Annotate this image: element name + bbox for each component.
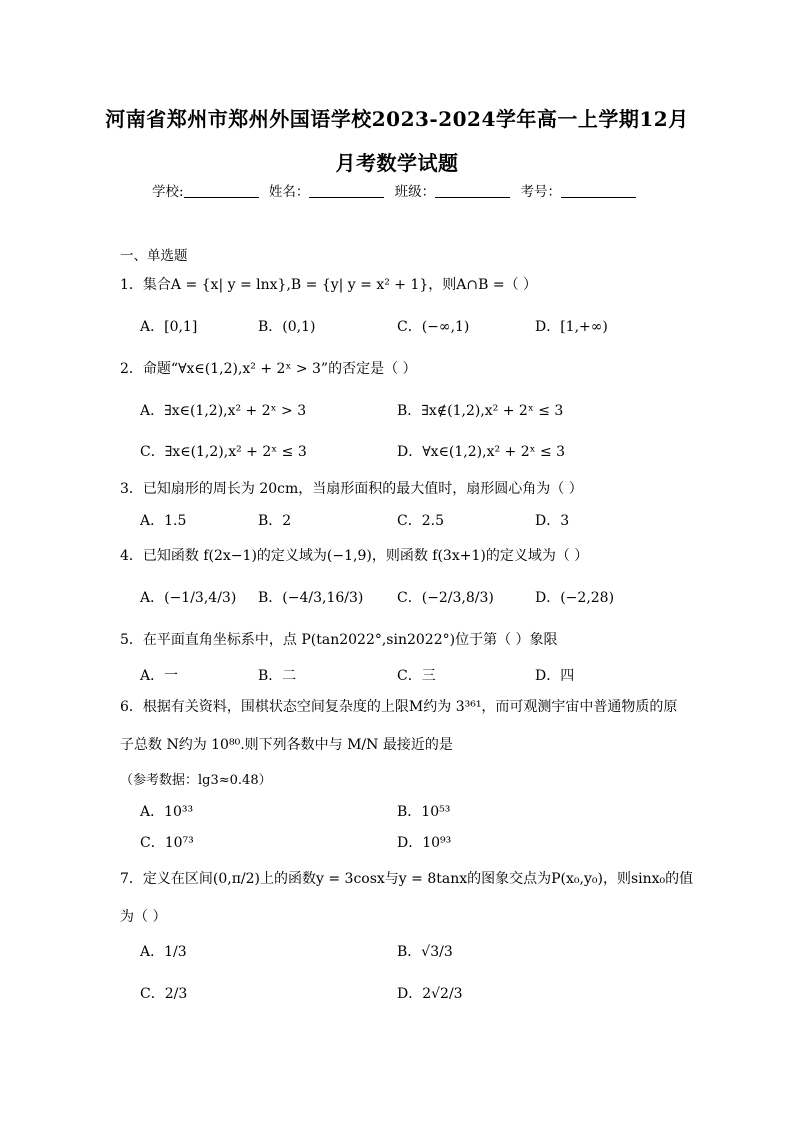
q6-stem-line-2: 子总数 N约为 10⁸⁰.则下列各数中与 M/N 最接近的是 <box>120 737 453 753</box>
q4-option-c: C．(−2/3,8/3) <box>397 590 494 606</box>
q7-stem-line-2: 为（ ） <box>120 909 167 925</box>
q4-option-a: A．(−1/3,4/3) <box>140 590 237 606</box>
q7-option-b: B．√3/3 <box>397 944 453 960</box>
q3-stem: 3．已知扇形的周长为 20cm，当扇形面积的最大值时，扇形圆心角为（ ） <box>120 481 583 497</box>
q3-option-a: A．1.5 <box>140 513 187 529</box>
q2-stem: 2．命题“∀x∈(1,2),x² + 2ˣ > 3”的否定是（ ） <box>120 361 417 377</box>
q4-option-b: B．(−4/3,16/3) <box>258 590 364 606</box>
q7-stem-line-1: 7．定义在区间(0,π/2)上的函数y = 3cosx与y = 8tanx的图象交点为P(x₀,y₀)，则sinx₀的值 <box>120 871 694 887</box>
number-label: 考号： <box>520 184 561 200</box>
q6-option-d: D．10⁹³ <box>397 835 452 851</box>
name-label: 姓名： <box>268 184 310 200</box>
q5-stem: 5．在平面直角坐标系中，点 P(tan2022°,sin2022°)位于第（ ）象限 <box>120 632 558 648</box>
q5-option-d: D．四 <box>535 668 575 684</box>
q3-option-d: D．3 <box>535 513 570 529</box>
q5-option-a: A．一 <box>140 668 179 684</box>
q4-stem: 4．已知函数 f(2x−1)的定义域为(−1,9)，则函数 f(3x+1)的定义域为（ ） <box>120 548 589 564</box>
q1-option-c: C．(−∞,1) <box>397 319 470 335</box>
title-line-2: 月考数学试题 <box>335 151 459 175</box>
title-line-1: 河南省郑州市郑州外国语学校2023-2024学年高一上学期12月 <box>105 107 689 131</box>
q2-option-a: A．∃x∈(1,2),x² + 2ˣ > 3 <box>140 403 307 419</box>
section-heading: 一、单选题 <box>120 248 188 264</box>
q2-option-d: D．∀x∈(1,2),x² + 2ˣ ≤ 3 <box>397 444 566 460</box>
class-field[interactable] <box>435 183 510 198</box>
student-info <box>0 180 794 200</box>
q6-option-c: C．10⁷³ <box>140 835 194 851</box>
q1-option-b: B．(0,1) <box>258 319 316 335</box>
q3-option-b: B．2 <box>258 513 292 529</box>
q5-option-c: C．三 <box>397 668 436 684</box>
q2-option-c: C．∃x∈(1,2),x² + 2ˣ ≤ 3 <box>140 444 307 460</box>
name-field[interactable] <box>309 183 384 198</box>
q7-option-a: A．1/3 <box>140 944 187 960</box>
school-field[interactable] <box>184 183 259 198</box>
q4-option-d: D．(−2,28) <box>535 590 615 606</box>
q1-option-a: A．[0,1] <box>140 319 198 335</box>
q6-stem-line-1: 6．根据有关资料，围棋状态空间复杂度的上限M约为 3³⁶¹，而可观测宇宙中普通物质的原 <box>120 699 678 715</box>
q1-option-d: D．[1,+∞) <box>535 319 608 335</box>
q7-option-d: D．2√2/3 <box>397 986 463 1002</box>
q6-reference-note: （参考数据：lg3≈0.48） <box>120 773 272 788</box>
q1-stem: 1．集合A = {x| y = lnx},B = {y| y = x² + 1}，则A∩B =（ ） <box>120 277 538 293</box>
q2-option-b: B．∃x∉(1,2),x² + 2ˣ ≤ 3 <box>397 403 564 419</box>
number-field[interactable] <box>561 183 636 198</box>
q6-option-a: A．10³³ <box>140 804 194 820</box>
q7-option-c: C．2/3 <box>140 986 188 1002</box>
school-label: 学校: <box>152 184 184 200</box>
q6-option-b: B．10⁵³ <box>397 804 451 820</box>
q3-option-c: C．2.5 <box>397 513 444 529</box>
q5-option-b: B．二 <box>258 668 297 684</box>
class-label: 班级： <box>394 184 436 200</box>
